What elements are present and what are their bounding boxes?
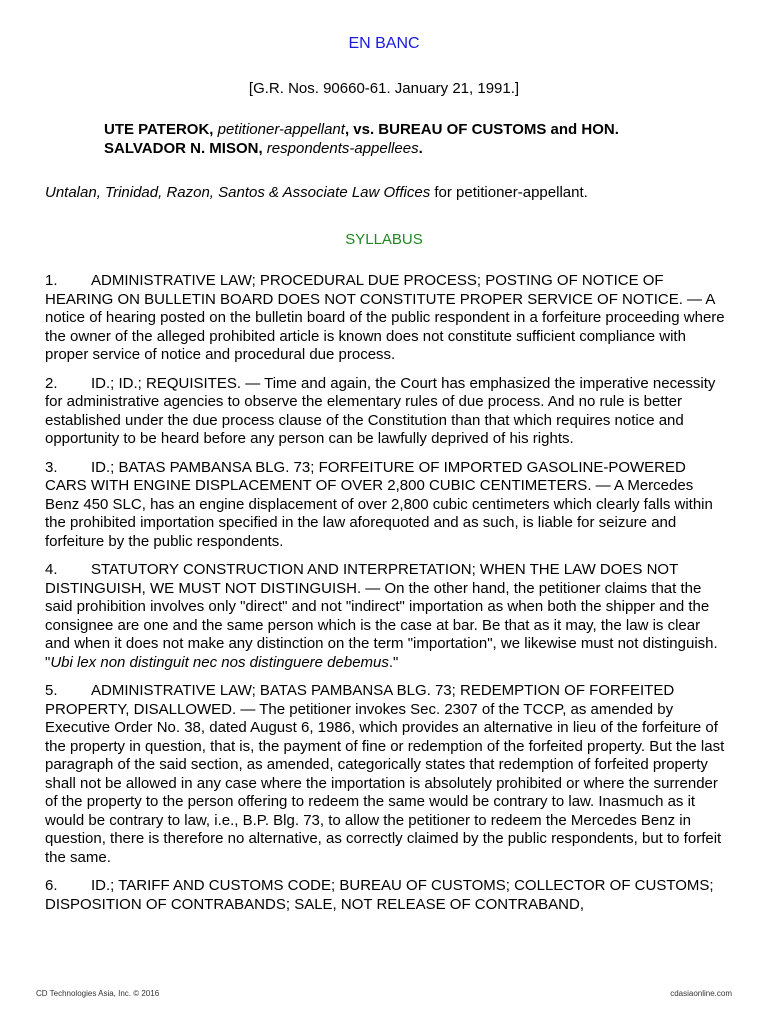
item-latin-maxim: Ubi lex non distinguit nec nos distinguere debemus	[50, 653, 389, 671]
item-number: 5.	[45, 682, 58, 699]
syllabus-body	[45, 272, 725, 924]
syllabus-item	[45, 682, 725, 867]
item-text: ID.; BATAS PAMBANSA BLG. 73; FORFEITURE OF IMPORTED GASOLINE-POWERED CARS WITH ENGINE DISPLACEMENT OF OVER 2,800 CUBIC CENTIMETERS. — A Mercedes Benz 450 SLC, has an engine displacement of over 2,800 cubic centimeters which clearly falls within the prohibited importation specified in the law aforequoted and as such, is liable for seizure and forfeiture by the public respondents.	[45, 458, 713, 550]
syllabus-item	[45, 877, 725, 914]
counsel-line	[45, 184, 735, 201]
counsel-suffix: for petitioner-appellant.	[430, 184, 588, 201]
respondents-names: BUREAU OF CUSTOMS and HON. SALVADOR N. MISON,	[104, 121, 619, 157]
respondents-role: respondents-appellees	[266, 140, 419, 157]
footer-copyright: CD Technologies Asia, Inc. © 2016	[36, 989, 160, 998]
item-text: ADMINISTRATIVE LAW; BATAS PAMBANSA BLG. 73; REDEMPTION OF FORFEITED PROPERTY, DISALLOWED. — The petitioner invokes Sec. 2307 of the TCCP, as amended by Executive Order No. 38, dated August 6, 1986, which provides an alternative in lieu of the forfeiture of the property in question, that is, the payment of fine or redemption of the forfeited property. But the last paragraph of the said section, as amended, categorically states that redemption of forfeited property shall not be allowed in any case where the importation is absolutely prohibited or where the surrender of the property to the person offering to redeem the same would be contrary to law. Inasmuch as it would be contrary to law, i.e., B.P. Blg. 73, to allow the petitioner to redeem the Mercedes Benz in question, there is therefore no alternative, as correctly claimed by the public respondents, but to forfeit the same.	[45, 682, 725, 866]
petitioner-name: UTE PATEROK,	[104, 121, 214, 138]
syllabus-heading: SYLLABUS	[345, 231, 423, 248]
item-text: ID.; ID.; REQUISITES. — Time and again, the Court has emphasized the imperative necessity for administrative agencies to observe the elementary rules of due process. And no rule is better established under the due process clause of the Constitution than that which requires notice and opportunity to be heard before any person can be lawfully deprived of his rights.	[45, 374, 716, 447]
syllabus-item	[45, 561, 725, 672]
petitioner-role: petitioner-appellant	[217, 121, 345, 138]
counsel-firm: Untalan, Trinidad, Razon, Santos & Associate Law Offices	[45, 184, 431, 201]
syllabus-item	[45, 375, 725, 449]
item-tail: ."	[388, 653, 399, 671]
syllabus-item	[45, 459, 725, 552]
case-parties	[104, 120, 704, 158]
footer-website: cdasiaonline.com	[670, 989, 732, 998]
court-division: EN BANC	[348, 35, 420, 52]
parties-end: .	[418, 140, 423, 157]
case-number: [G.R. Nos. 90660-61. January 21, 1991.]	[248, 80, 520, 97]
item-number: 3.	[45, 458, 58, 476]
item-text: ID.; TARIFF AND CUSTOMS CODE; BUREAU OF CUSTOMS; COLLECTOR OF CUSTOMS; DISPOSITION OF CONTRABANDS; SALE, NOT RELEASE OF CONTRABAND,	[45, 877, 714, 913]
item-number: 2.	[45, 374, 58, 392]
item-number: 6.	[45, 877, 58, 894]
versus-label: , vs.	[344, 121, 375, 138]
item-number: 4.	[45, 561, 58, 578]
syllabus-item	[45, 272, 725, 365]
item-number: 1.	[45, 272, 58, 289]
item-text: ADMINISTRATIVE LAW; PROCEDURAL DUE PROCESS; POSTING OF NOTICE OF HEARING ON BULLETIN BOARD DOES NOT CONSTITUTE PROPER SERVICE OF NOTICE. — A notice of hearing posted on the bulletin board of the public respondent in a forfeiture proceeding where the owner of the alleged prohibited article is known does not constitute sufficient compliance with proper service of notice and procedural due process.	[45, 272, 725, 363]
item-text: STATUTORY CONSTRUCTION AND INTERPRETATION; WHEN THE LAW DOES NOT DISTINGUISH, WE MUST NOT DISTINGUISH. — On the other hand, the petitioner claims that the said prohibition involves only "direct" and not "indirect" importation as when both the shipper and the consignee are one and the same person which is the case at bar. Be that as it may, the law is clear and when it does not make any distinction on the term "importation", we likewise must not distinguish. "	[45, 561, 718, 671]
